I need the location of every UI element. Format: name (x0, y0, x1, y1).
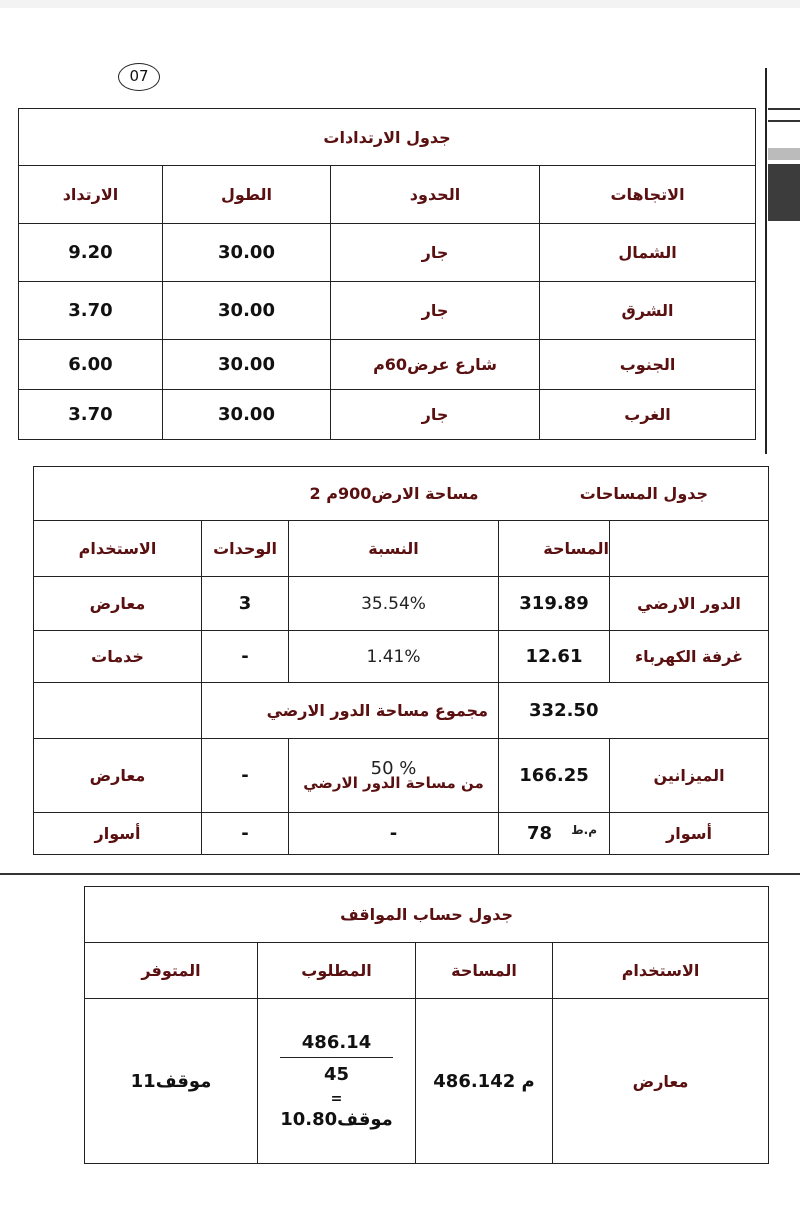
setbacks-title: جدول الارتدادات (19, 109, 756, 166)
setbacks-table (18, 108, 756, 440)
header-use: الاستخدام (553, 943, 769, 999)
boundary-value: جار (331, 224, 540, 282)
table-row (34, 577, 769, 631)
area-name: غرفة الكهرباء (610, 631, 769, 683)
boundary-value: شارع عرض60م (331, 340, 540, 390)
ratio-value: - (289, 813, 499, 855)
header-area: المساحة (416, 943, 553, 999)
use-value: معارض (34, 739, 202, 813)
length-value: 30.00 (163, 340, 331, 390)
edge-block (768, 164, 800, 221)
header-direction: الاتجاهات (540, 166, 756, 224)
land-area: مساحة الارض900م 2 (34, 467, 499, 521)
table-row (34, 631, 769, 683)
units-value: - (202, 631, 289, 683)
section-divider (0, 873, 800, 875)
header-required: المطلوب (258, 943, 416, 999)
total-area: 332.50 (499, 683, 769, 739)
header-ratio: النسبة (289, 521, 499, 577)
setback-value: 9.20 (19, 224, 163, 282)
header-spacer (610, 521, 769, 577)
boundary-value: جار (331, 282, 540, 340)
fence-length-value: 78 (527, 823, 553, 844)
direction-label: الشمال (540, 224, 756, 282)
use-value: معارض (553, 999, 769, 1164)
areas-title: جدول المساحات (499, 467, 769, 521)
edge-rule (768, 120, 800, 122)
units-value: - (202, 813, 289, 855)
page-number: 07 (118, 63, 160, 91)
header-boundary: الحدود (331, 166, 540, 224)
areas-table (33, 466, 769, 855)
fence-length (499, 813, 610, 855)
area-name: الدور الارضي (610, 577, 769, 631)
required-denominator: 45 (323, 1064, 350, 1085)
table-row (19, 390, 756, 440)
table-row (85, 999, 769, 1164)
area-name: أسوار (610, 813, 769, 855)
fence-length-unit: م.ط (571, 823, 598, 837)
boundary-value: جار (331, 390, 540, 440)
length-value: 30.00 (163, 390, 331, 440)
length-value: 30.00 (163, 282, 331, 340)
setback-value: 6.00 (19, 340, 163, 390)
top-band (0, 0, 800, 8)
mezzanine-ratio-pct: 50 % (370, 757, 417, 779)
length-value: 30.00 (163, 224, 331, 282)
area-value: 319.89 (499, 577, 610, 631)
area-value: 12.61 (499, 631, 610, 683)
ratio-value: 1.41% (289, 631, 499, 683)
header-area: المساحة (499, 521, 610, 577)
header-length: الطول (163, 166, 331, 224)
table-row (19, 282, 756, 340)
parking-table (84, 886, 769, 1164)
total-label: مجموع مساحة الدور الارضي (202, 683, 499, 739)
area-value: 486.14م 2 (416, 999, 553, 1164)
table-row (34, 813, 769, 855)
table-row (34, 739, 769, 813)
header-setback: الارتداد (19, 166, 163, 224)
required-numerator: 486.14 (280, 1032, 393, 1058)
header-units: الوحدات (202, 521, 289, 577)
area-name: الميزانين (610, 739, 769, 813)
direction-label: الغرب (540, 390, 756, 440)
required-equals: = (330, 1091, 343, 1107)
ratio-value: 35.54% (289, 577, 499, 631)
area-value: 166.25 (499, 739, 610, 813)
use-value: خدمات (34, 631, 202, 683)
edge-rule (768, 108, 800, 110)
table-row (34, 683, 769, 739)
header-use: الاستخدام (34, 521, 202, 577)
required-calculation (258, 999, 416, 1164)
table-row (19, 340, 756, 390)
units-value: 3 (202, 577, 289, 631)
use-value: معارض (34, 577, 202, 631)
use-value: أسوار (34, 813, 202, 855)
mezzanine-ratio (289, 739, 499, 813)
table-row (19, 224, 756, 282)
parking-title: جدول حساب المواقف (85, 887, 769, 943)
direction-label: الجنوب (540, 340, 756, 390)
setback-value: 3.70 (19, 282, 163, 340)
edge-block (768, 148, 800, 160)
direction-label: الشرق (540, 282, 756, 340)
setback-value: 3.70 (19, 390, 163, 440)
required-result: 10.80موقف (280, 1109, 393, 1130)
empty-cell (34, 683, 202, 739)
units-value: - (202, 739, 289, 813)
mezzanine-ratio-note: من مساحة الدور الارضي (303, 773, 484, 792)
header-available: المتوفر (85, 943, 258, 999)
margin-line (765, 68, 767, 454)
available-value: 11موقف (85, 999, 258, 1164)
